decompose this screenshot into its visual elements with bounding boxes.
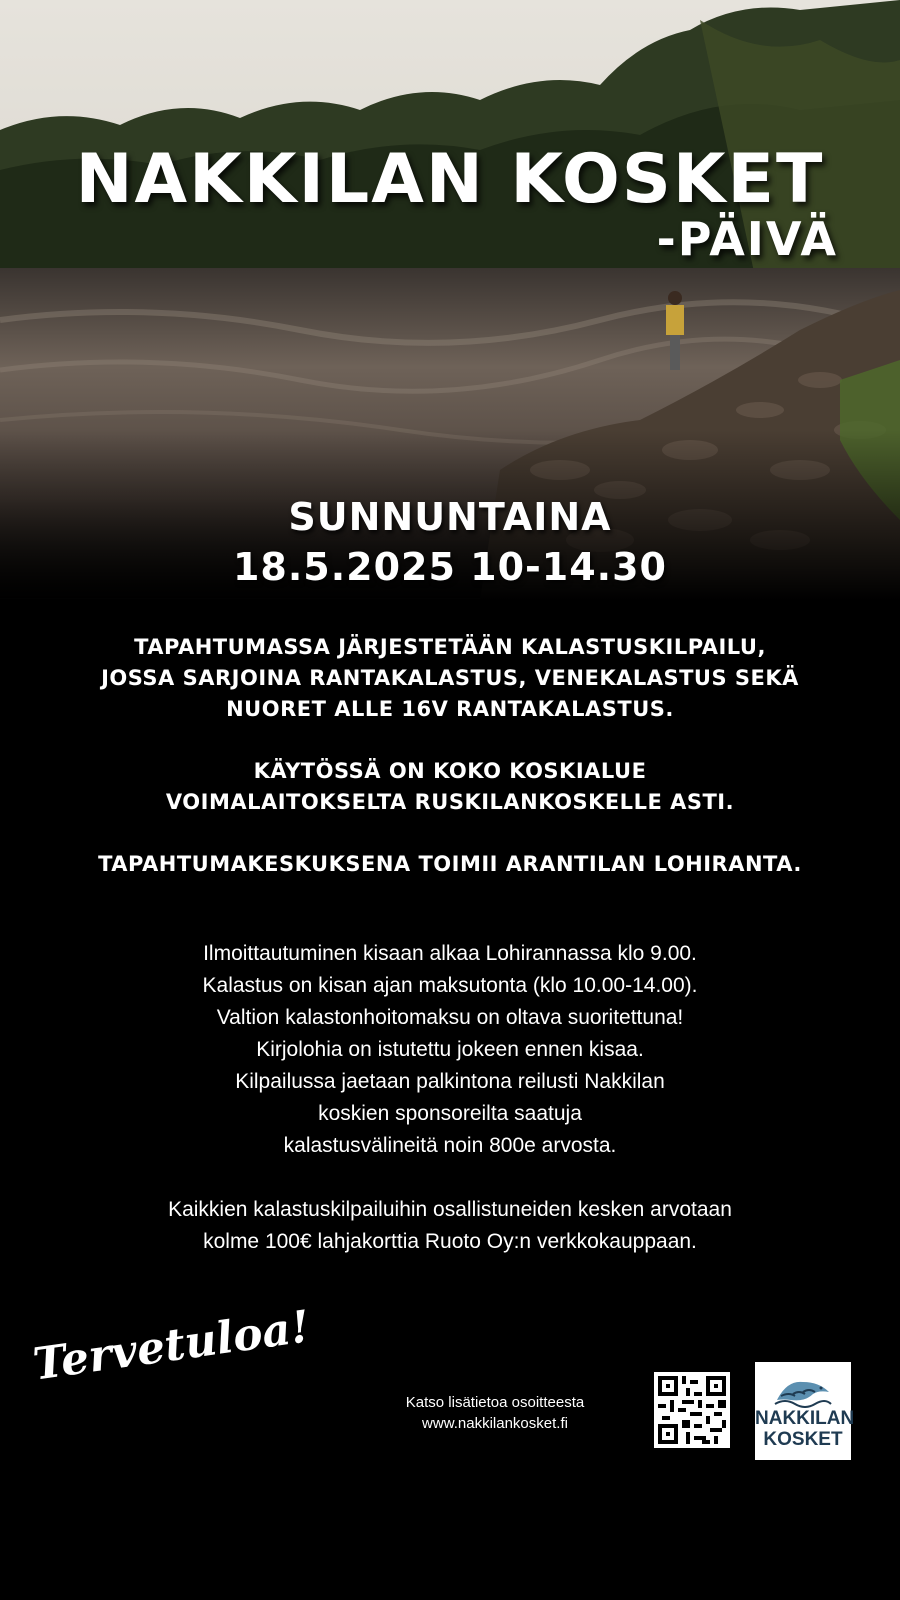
details-line: Kilpailussa jaetaan palkintona reilusti Nakkilan — [235, 1070, 665, 1093]
fish-wave-icon — [773, 1370, 833, 1408]
event-date — [0, 495, 900, 589]
qr-code[interactable] — [654, 1372, 730, 1448]
intro-line: JOSSA SARJOINA RANTAKALASTUS, VENEKALASTUS SEKÄ — [101, 666, 799, 690]
event-subtitle: -PÄIVÄ — [656, 212, 838, 266]
details-line: Valtion kalastonhoitomaksu on oltava suoritettuna! — [216, 1006, 684, 1029]
hero-photo — [0, 0, 900, 600]
area-line: VOIMALAITOKSELTA RUSKILANKOSKELLE ASTI. — [165, 790, 735, 814]
details-line: Kalastus on kisan ajan maksutonta (klo 10.00-14.00). — [202, 974, 698, 997]
website-link[interactable]: www.nakkilankosket.fi — [422, 1415, 568, 1432]
logo-line: NAKKILAN — [755, 1408, 855, 1429]
raffle-line: Kaikkien kalastuskilpailuihin osallistuneiden kesken arvotaan — [168, 1198, 732, 1221]
more-info — [370, 1392, 620, 1434]
welcome-text: Tervetuloa! — [30, 1301, 314, 1391]
logo-line: KOSKET — [763, 1429, 843, 1450]
qr-code-icon — [654, 1372, 730, 1448]
center-paragraph — [40, 849, 860, 880]
details-line: kalastusvälineitä noin 800e arvosta. — [283, 1134, 617, 1157]
logo-text — [755, 1408, 855, 1450]
area-line: KÄYTÖSSÄ ON KOKO KOSKIALUE — [253, 759, 647, 783]
info-label: Katso lisätietoa osoitteesta — [405, 1394, 585, 1411]
event-title: NAKKILAN KOSKET — [75, 140, 825, 219]
intro-line: TAPAHTUMASSA JÄRJESTETÄÄN KALASTUSKILPAILU, — [134, 635, 766, 659]
details-line: Ilmoittautuminen kisaan alkaa Lohirannassa klo 9.00. — [203, 942, 697, 965]
nakkilan-kosket-logo — [755, 1362, 855, 1460]
details-line: koskien sponsoreilta saatuja — [318, 1102, 582, 1125]
center-line: TAPAHTUMAKESKUKSENA TOIMII ARANTILAN LOHIRANTA. — [98, 852, 802, 876]
details-paragraph — [60, 938, 840, 1162]
area-paragraph — [40, 756, 860, 818]
event-datetime: 18.5.2025 10-14.30 — [232, 545, 668, 589]
event-day: SUNNUNTAINA — [288, 495, 612, 539]
intro-paragraph — [40, 632, 860, 725]
intro-line: NUORET ALLE 16V RANTAKALASTUS. — [226, 697, 674, 721]
raffle-line: kolme 100€ lahjakorttia Ruoto Oy:n verkkokauppaan. — [203, 1230, 697, 1253]
details-line: Kirjolohia on istutettu jokeen ennen kisaa. — [256, 1038, 644, 1061]
raffle-paragraph — [60, 1194, 840, 1258]
